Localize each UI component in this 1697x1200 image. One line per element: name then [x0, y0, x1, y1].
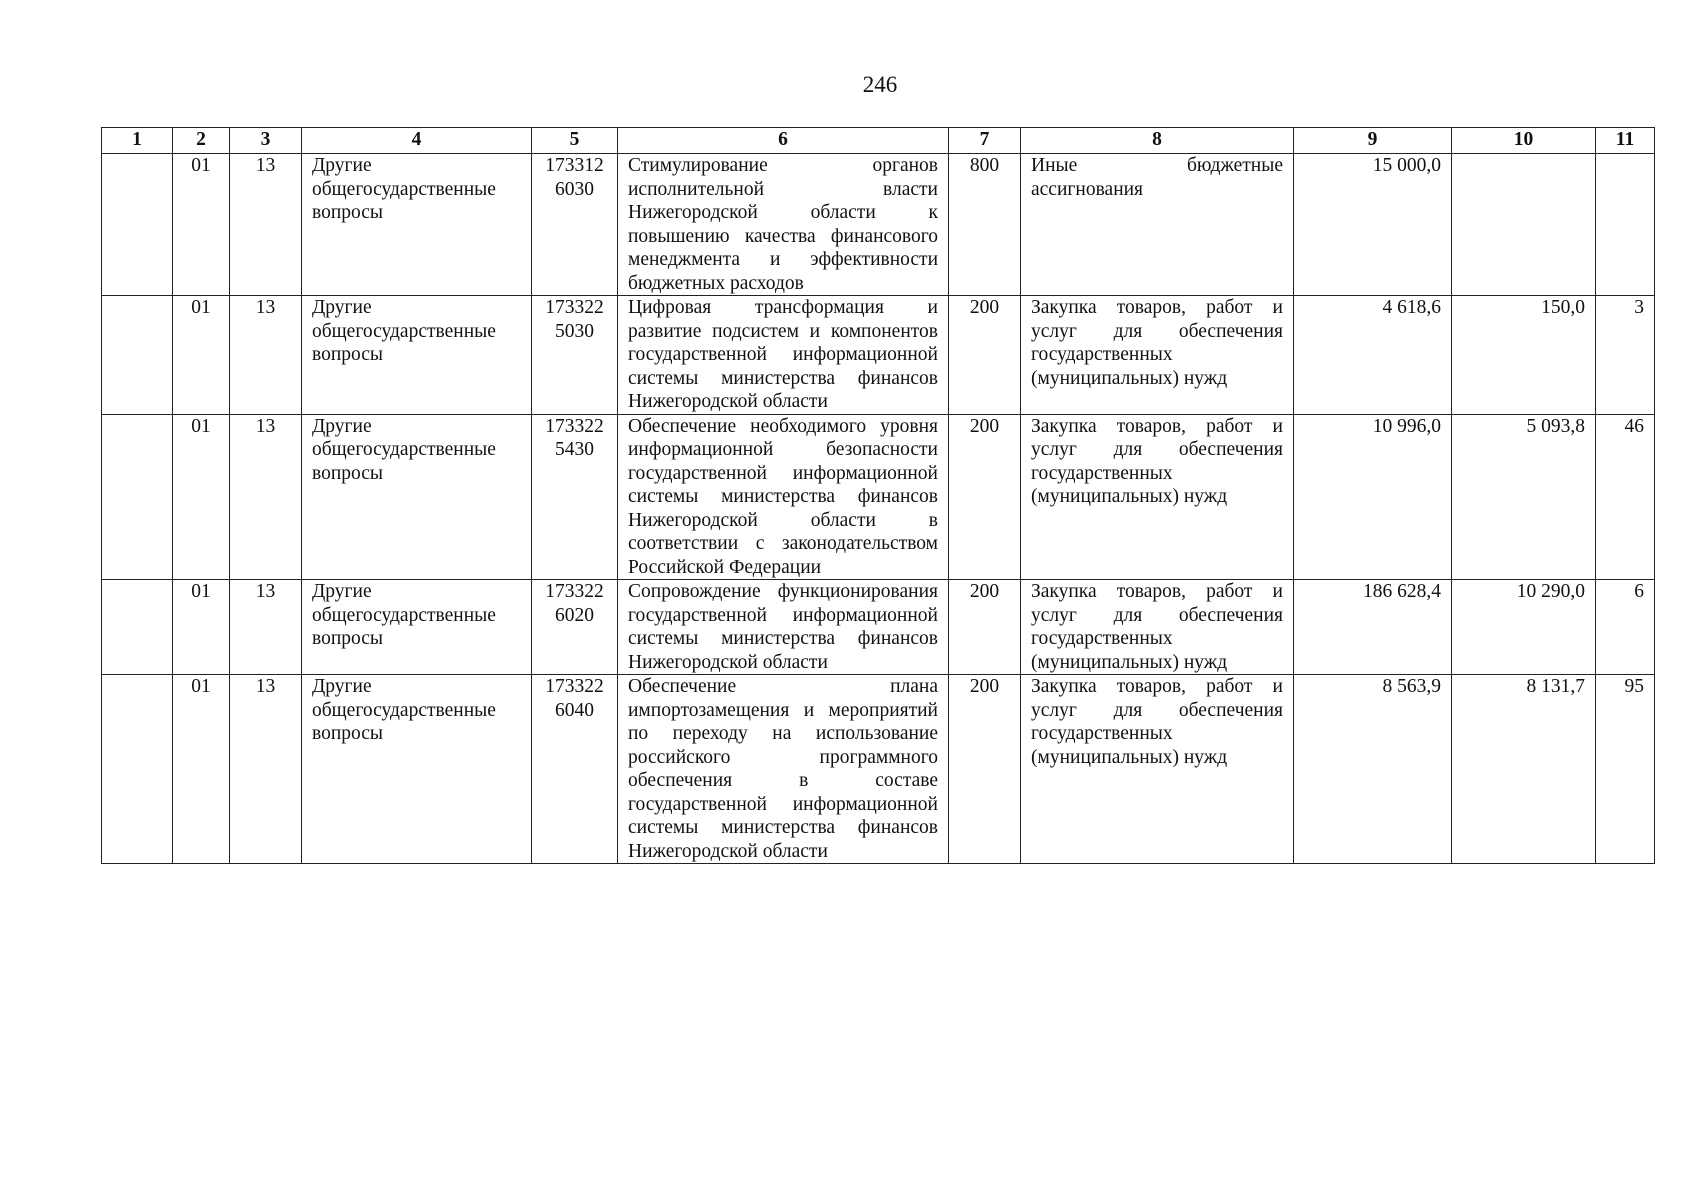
cell-expense-type-name: Закупка товаров, работ и услуг для обеспечения государственных (муниципальных) нужд: [1021, 580, 1294, 675]
table-row: [102, 580, 1655, 675]
cell-section-name: Другие общегосударственные вопросы: [302, 580, 532, 675]
cell-col1: [102, 414, 173, 580]
target-article-line1: 173322: [545, 415, 604, 437]
cell-section-name: Другие общегосударственные вопросы: [302, 414, 532, 580]
column-header-4: 4: [302, 128, 532, 154]
cell-amount-10: 5 093,8: [1452, 414, 1596, 580]
target-article-line2: 6020: [555, 604, 594, 626]
cell-expense-type-name: Иные бюджетные ассигнования: [1021, 154, 1294, 296]
cell-col1: [102, 296, 173, 415]
cell-section-name: Другие общегосударственные вопросы: [302, 675, 532, 864]
table-row: [102, 675, 1655, 864]
cell-amount-11: 3: [1596, 296, 1655, 415]
column-header-9: 9: [1294, 128, 1452, 154]
cell-expense-type-name: Закупка товаров, работ и услуг для обеспечения государственных (муниципальных) нужд: [1021, 414, 1294, 580]
column-header-7: 7: [949, 128, 1021, 154]
cell-amount-11: 46: [1596, 414, 1655, 580]
cell-amount-10: 10 290,0: [1452, 580, 1596, 675]
cell-description: Обеспечение плана импортозамещения и мероприятий по переходу на использование российского программного обеспечения в составе государственной информационной системы министерства финансов Нижегородской области: [618, 675, 949, 864]
cell-subsection: 13: [230, 414, 302, 580]
column-header-2: 2: [173, 128, 230, 154]
target-article-line2: 6030: [555, 178, 594, 200]
cell-target-article: [532, 580, 618, 675]
cell-expense-type: 200: [949, 414, 1021, 580]
cell-section: 01: [173, 296, 230, 415]
cell-col1: [102, 675, 173, 864]
column-header-3: 3: [230, 128, 302, 154]
column-header-1: 1: [102, 128, 173, 154]
cell-amount-9: 8 563,9: [1294, 675, 1452, 864]
cell-amount-9: 4 618,6: [1294, 296, 1452, 415]
cell-description: Сопровождение функционирования государственной информационной системы министерства финансов Нижегородской области: [618, 580, 949, 675]
cell-expense-type: 200: [949, 675, 1021, 864]
target-article-line1: 173322: [545, 297, 604, 318]
cell-amount-10: [1452, 154, 1596, 296]
budget-table: [101, 127, 1655, 864]
cell-subsection: 13: [230, 296, 302, 415]
page-number: 246: [862, 72, 898, 97]
cell-amount-9: 10 996,0: [1294, 414, 1452, 580]
target-article-line1: 173312: [545, 155, 604, 176]
cell-target-article: [532, 675, 618, 864]
target-article-line1: 173322: [545, 676, 604, 697]
header-row: [102, 128, 1655, 154]
cell-description: Обеспечение необходимого уровня информационной безопасности государственной информационной системы министерства финансов Нижегородской области в соответствии с законодательством Российской Федерации: [618, 414, 949, 580]
cell-amount-9: 186 628,4: [1294, 580, 1452, 675]
cell-amount-11: 6: [1596, 580, 1655, 675]
cell-section: 01: [173, 154, 230, 296]
table-row: [102, 414, 1655, 580]
cell-amount-11: 95: [1596, 675, 1655, 864]
cell-col1: [102, 580, 173, 675]
cell-subsection: 13: [230, 675, 302, 864]
cell-amount-9: 15 000,0: [1294, 154, 1452, 296]
cell-section: 01: [173, 580, 230, 675]
cell-expense-type: 200: [949, 580, 1021, 675]
target-article-line1: 173322: [545, 581, 604, 602]
cell-amount-11: [1596, 154, 1655, 296]
column-header-8: 8: [1021, 128, 1294, 154]
column-header-11: 11: [1596, 128, 1655, 154]
column-header-10: 10: [1452, 128, 1596, 154]
cell-expense-type-name: Закупка товаров, работ и услуг для обеспечения государственных (муниципальных) нужд: [1021, 675, 1294, 864]
cell-col1: [102, 154, 173, 296]
cell-description: Стимулирование органов исполнительной власти Нижегородской области к повышению качества финансового менеджмента и эффективности бюджетных расходов: [618, 154, 949, 296]
cell-target-article: [532, 154, 618, 296]
cell-expense-type-name: Закупка товаров, работ и услуг для обеспечения государственных (муниципальных) нужд: [1021, 296, 1294, 415]
cell-description: Цифровая трансформация и развитие подсистем и компонентов государственной информационной системы министерства финансов Нижегородской области: [618, 296, 949, 415]
cell-expense-type: 200: [949, 296, 1021, 415]
target-article-line2: 5430: [555, 439, 594, 460]
cell-section-name: Другие общегосударственные вопросы: [302, 296, 532, 415]
target-article-line2: 5030: [555, 320, 594, 342]
column-header-6: 6: [618, 128, 949, 154]
cell-section-name: Другие общегосударственные вопросы: [302, 154, 532, 296]
cell-amount-10: 8 131,7: [1452, 675, 1596, 864]
cell-section: 01: [173, 414, 230, 580]
table-row: [102, 296, 1655, 415]
cell-expense-type: 800: [949, 154, 1021, 296]
table-row: [102, 154, 1655, 296]
cell-target-article: [532, 414, 618, 580]
target-article-line2: 6040: [555, 699, 594, 721]
cell-amount-10: 150,0: [1452, 296, 1596, 415]
cell-subsection: 13: [230, 580, 302, 675]
cell-target-article: [532, 296, 618, 415]
column-header-5: 5: [532, 128, 618, 154]
cell-section: 01: [173, 675, 230, 864]
cell-subsection: 13: [230, 154, 302, 296]
